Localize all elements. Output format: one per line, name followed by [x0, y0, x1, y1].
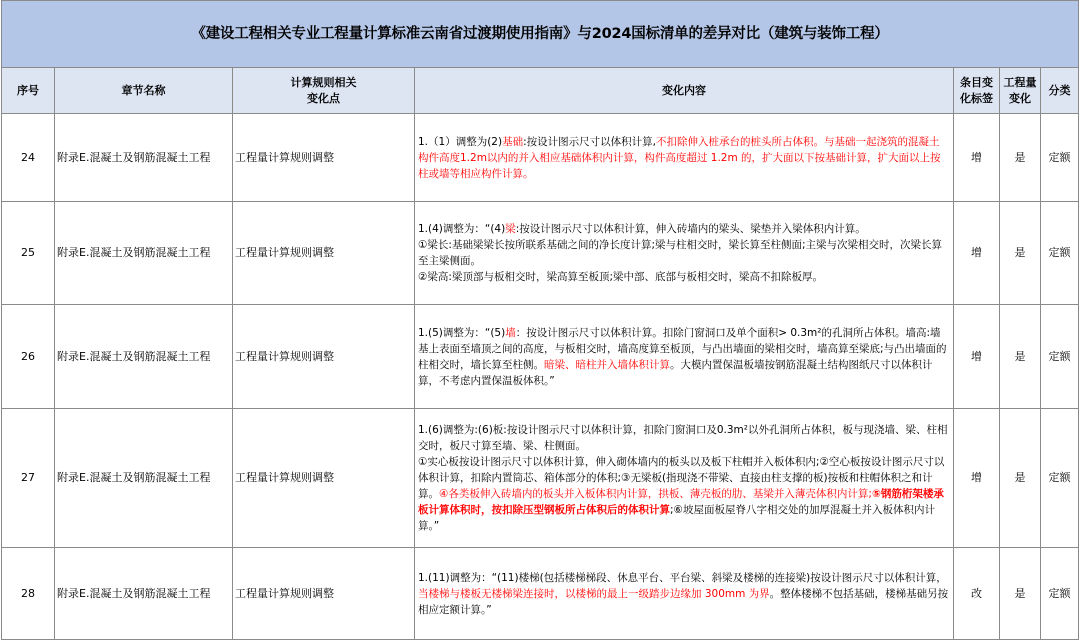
content-segment: 暗梁、暗柱并入墙体积计算 — [544, 358, 670, 371]
header-rule-change-line2: 变化点 — [307, 91, 340, 105]
header-rule-change — [233, 68, 415, 114]
row-chapter: 附录E.混凝土及钢筋混凝土工程 — [55, 548, 233, 640]
table-row — [2, 305, 1079, 409]
row-category: 定额 — [1041, 409, 1079, 548]
content-segment: ①实心板按设计图示尺寸以体积计算，伸入砌体墙内的板头以及板下柱帽并入板体积内;②空心板按设计图示尺寸以体积计算，扣除内置筒芯、箱体部分的体积;③无梁板(指现浇不带梁、直接由柱支撑的板)按板和柱帽体积之和计算。 — [418, 456, 945, 500]
content-segment: 1.（1）调整为(2) — [418, 135, 503, 148]
header-qty-line2: 变化 — [1009, 91, 1031, 105]
content-segment: 1.(4)调整为：“(4) — [418, 223, 506, 235]
header-category: 分类 — [1041, 68, 1079, 114]
row-tag: 增 — [954, 114, 1000, 202]
row-category: 定额 — [1041, 202, 1079, 305]
row-category: 定额 — [1041, 114, 1079, 202]
table-row — [2, 114, 1079, 202]
row-chapter: 附录E.混凝土及钢筋混凝土工程 — [55, 114, 233, 202]
header-qty-line1: 工程量 — [1003, 75, 1037, 89]
content-segment: 。整体楼梯不包括基础，楼梯基础另按相应定额计算。” — [418, 587, 949, 616]
content-segment: :按设计图示尺寸以体积计算, — [523, 135, 656, 148]
row-rule-change: 工程量计算规则调整 — [233, 202, 415, 305]
row-tag: 增 — [954, 305, 1000, 409]
row-no: 25 — [2, 202, 55, 305]
title-row — [2, 1, 1079, 68]
row-content — [415, 114, 954, 202]
header-tag-line1: 条目变 — [960, 75, 993, 89]
header-tag-line2: 化标签 — [960, 91, 993, 105]
row-content — [415, 202, 954, 305]
row-qty-change: 是 — [1000, 548, 1041, 640]
content-segment: 1.(6)调整为:(6)板:按设计图示尺寸以体积计算，扣除门窗洞口及0.3m²以外孔洞所占体积，板与现浇墙、梁、柱相交时，板尺寸算至墙、梁、柱侧面。 — [418, 424, 948, 452]
row-chapter: 附录E.混凝土及钢筋混凝土工程 — [55, 409, 233, 548]
row-rule-change: 工程量计算规则调整 — [233, 548, 415, 640]
header-qty-change — [1000, 68, 1041, 114]
row-tag: 增 — [954, 202, 1000, 305]
content-segment: 。大模内置保温板墙按钢筋混凝土结构图纸尺寸以体积计算，不考虑内置保温板体积。” — [418, 358, 933, 387]
content-segment: 墙 — [505, 326, 516, 339]
header-rule-change-line1: 计算规则相关 — [290, 75, 357, 89]
row-qty-change: 是 — [1000, 114, 1041, 202]
content-segment: ;⑥坡屋面板屋脊八字相交处的加厚混凝土并入板体积内计算。” — [418, 504, 935, 532]
content-segment: 基础 — [502, 135, 524, 148]
content-segment: ②梁高:梁顶部与板相交时，梁高算至板顶;梁中部、底部与板相交时，梁高不扣除板厚。 — [418, 271, 823, 283]
row-category: 定额 — [1041, 305, 1079, 409]
row-chapter: 附录E.混凝土及钢筋混凝土工程 — [55, 202, 233, 305]
header-tag — [954, 68, 1000, 114]
content-segment: ：按设计图示尺寸以体积计算。扣除门窗洞口及单个面积> 0.3m²的孔洞所占体积。墙高:墙基上表面至墙顶之间的高度，与板相交时，墙高度算至板顶，与凸出墙面的梁相交时，墙高算至梁底;与凸出墙面的柱相交时，墙长算至柱侧。 — [418, 326, 947, 371]
row-content — [415, 548, 954, 640]
table-row — [2, 409, 1079, 548]
row-tag: 改 — [954, 548, 1000, 640]
content-segment: 梁 — [505, 223, 516, 235]
row-no: 24 — [2, 114, 55, 202]
content-segment: 1.(11)调整为：“(11)楼梯(包括楼梯梯段、休息平台、平台梁、斜梁及楼梯的连接梁)按设计图示尺寸以体积计算， — [418, 571, 947, 584]
row-rule-change: 工程量计算规则调整 — [233, 409, 415, 548]
row-no: 26 — [2, 305, 55, 409]
header-row — [2, 68, 1079, 114]
table-body — [2, 114, 1079, 640]
row-no: 28 — [2, 548, 55, 640]
row-qty-change: 是 — [1000, 409, 1041, 548]
row-category: 定额 — [1041, 548, 1079, 640]
row-rule-change: 工程量计算规则调整 — [233, 305, 415, 409]
row-rule-change: 工程量计算规则调整 — [233, 114, 415, 202]
content-segment: :按设计图示尺寸以体积计算，伸入砖墙内的梁头、梁垫并入梁体积内计算。 — [515, 223, 866, 235]
row-qty-change: 是 — [1000, 202, 1041, 305]
row-content — [415, 409, 954, 548]
content-segment: 1.(5)调整为：“(5) — [418, 326, 506, 339]
row-chapter: 附录E.混凝土及钢筋混凝土工程 — [55, 305, 233, 409]
content-segment: 不扣除伸入桩承台的桩头所占体积。与基础一起浇筑的混凝土构件高度1.2m以内的并入相应基础体积内计算，构件高度超过 1.2m 的，扩大面以下按基础计算，扩大面以上按柱或墙等相应构件计算。 — [418, 135, 941, 180]
table-title: 《建设工程相关专业工程量计算标准云南省过渡期使用指南》与2024国标清单的差异对比（建筑与装饰工程） — [2, 1, 1079, 68]
table-row — [2, 202, 1079, 305]
row-tag: 增 — [954, 409, 1000, 548]
row-no: 27 — [2, 409, 55, 548]
header-no: 序号 — [2, 68, 55, 114]
row-content — [415, 305, 954, 409]
header-content: 变化内容 — [415, 68, 954, 114]
content-segment: ④各类板伸入砖墙内的板头并入板体积内计算，拱板、薄壳板的肋、基梁并入薄壳体积内计算; — [439, 488, 872, 500]
table-row — [2, 548, 1079, 640]
comparison-table — [1, 0, 1079, 640]
row-qty-change: 是 — [1000, 305, 1041, 409]
header-chapter: 章节名称 — [55, 68, 233, 114]
content-segment: ①梁长:基础梁梁长按所联系基础之间的净长度计算;梁与柱相交时，梁长算至柱侧面;主梁与次梁相交时，次梁长算至主梁侧面。 — [418, 239, 943, 267]
content-segment: 当楼梯与楼板无楼梯梁连接时，以楼梯的最上一级踏步边缘加 300mm 为界 — [418, 587, 770, 600]
content-segment: ⑤钢筋桁架楼承板计算体积时，按扣除压型钢板所占体积后的体积计算 — [418, 488, 944, 516]
